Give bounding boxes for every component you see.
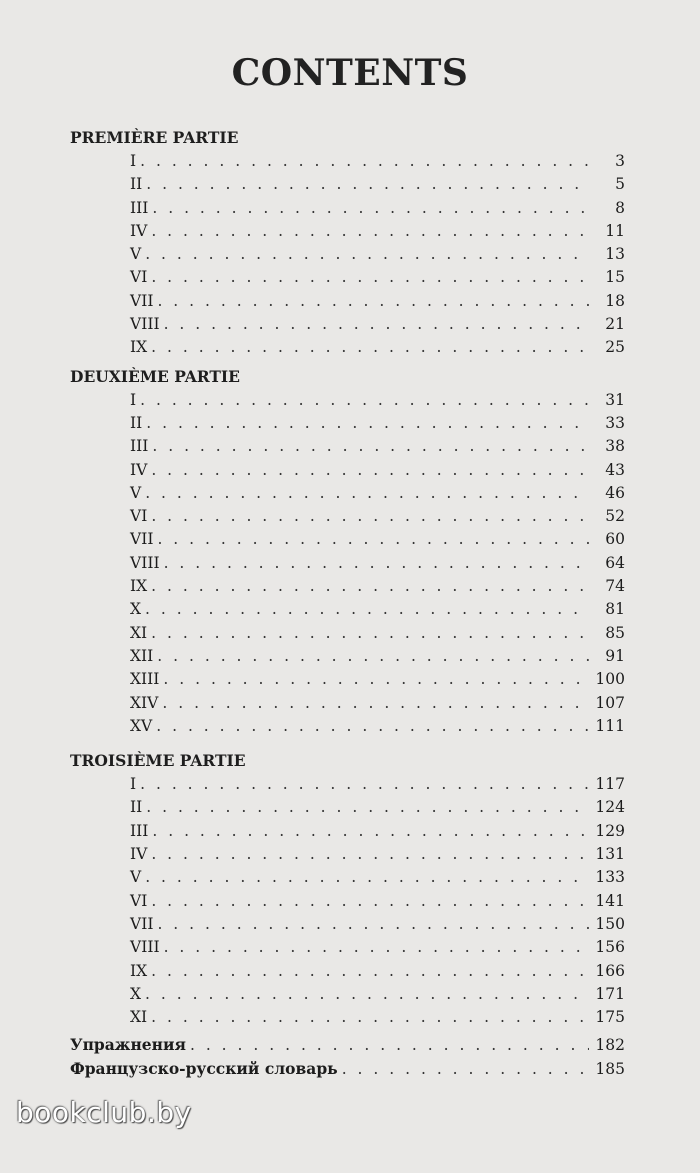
dot-leader — [163, 668, 589, 691]
chapter-label: IX — [130, 577, 148, 596]
toc-entry[interactable] — [70, 313, 625, 336]
chapter-label: XI — [130, 623, 148, 642]
dot-leader — [151, 505, 589, 528]
dot-leader — [164, 936, 589, 959]
toc-entry[interactable] — [70, 960, 625, 983]
page-number: 141 — [595, 891, 625, 910]
toc-entry[interactable] — [70, 1006, 625, 1029]
chapter-label: VIII — [130, 553, 160, 572]
page-number: 15 — [605, 268, 625, 287]
dot-leader — [151, 1006, 589, 1029]
dot-leader — [140, 389, 589, 412]
toc-entry[interactable] — [70, 150, 625, 173]
dot-leader — [157, 645, 589, 668]
dot-leader — [157, 913, 589, 936]
appendix-label: Упражнения — [70, 1035, 186, 1055]
chapter-label: I — [130, 775, 137, 794]
dot-leader — [146, 796, 589, 819]
dot-leader — [140, 150, 589, 173]
toc-entry-dictionary[interactable] — [70, 1057, 625, 1080]
dot-leader — [164, 552, 589, 575]
dot-leader — [152, 820, 589, 843]
toc-entry[interactable] — [70, 796, 625, 819]
page-number: 21 — [605, 315, 625, 334]
page-number: 33 — [605, 413, 625, 432]
toc-entry[interactable] — [70, 482, 625, 505]
page-number: 52 — [605, 507, 625, 526]
toc-entry[interactable] — [70, 622, 625, 645]
toc-entry[interactable] — [70, 773, 625, 796]
dot-leader — [145, 598, 589, 621]
chapter-label: VIII — [130, 938, 160, 957]
dot-leader — [146, 412, 589, 435]
dot-leader — [140, 773, 589, 796]
chapter-label: II — [130, 413, 143, 432]
chapter-label: VII — [130, 530, 154, 549]
chapter-label: XII — [130, 646, 154, 665]
page-number: 8 — [615, 198, 625, 217]
page-number: 107 — [595, 693, 625, 712]
toc-entry[interactable] — [70, 598, 625, 621]
dot-leader — [151, 960, 589, 983]
dot-leader — [156, 715, 589, 738]
toc-entry[interactable] — [70, 715, 625, 738]
part-3 — [70, 748, 625, 1029]
dot-leader — [145, 482, 589, 505]
dot-leader — [190, 1034, 589, 1057]
page-number: 64 — [605, 553, 625, 572]
chapter-label: VI — [130, 268, 148, 287]
dot-leader — [151, 459, 589, 482]
toc-entry[interactable] — [70, 645, 625, 668]
chapter-label: II — [130, 798, 143, 817]
toc-entry[interactable] — [70, 843, 625, 866]
toc-entry[interactable] — [70, 197, 625, 220]
watermark: bookclub.by — [16, 1096, 192, 1129]
toc-entry[interactable] — [70, 820, 625, 843]
chapter-label: XIV — [130, 693, 159, 712]
appendix — [70, 1033, 625, 1080]
dot-leader — [152, 435, 589, 458]
page-number: 85 — [605, 623, 625, 642]
part-heading: TROISIÈME PARTIE — [70, 751, 246, 771]
page-number: 182 — [595, 1036, 625, 1055]
page-number: 129 — [595, 821, 625, 840]
dot-leader — [164, 313, 589, 336]
toc-entry[interactable] — [70, 668, 625, 691]
page-number: 18 — [605, 291, 625, 310]
toc-entry[interactable] — [70, 692, 625, 715]
chapter-label: III — [130, 821, 149, 840]
toc-entry[interactable] — [70, 552, 625, 575]
chapter-label: V — [130, 868, 142, 887]
toc-entry[interactable] — [70, 459, 625, 482]
toc-entry[interactable] — [70, 173, 625, 196]
page-number: 60 — [605, 530, 625, 549]
toc-entry[interactable] — [70, 243, 625, 266]
chapter-label: VII — [130, 914, 154, 933]
dot-leader — [151, 220, 589, 243]
chapter-label: VII — [130, 291, 154, 310]
toc-entry[interactable] — [70, 290, 625, 313]
chapter-label: IX — [130, 338, 148, 357]
table-of-contents — [70, 125, 625, 1080]
page-number: 25 — [605, 338, 625, 357]
toc-entry[interactable] — [70, 266, 625, 289]
dot-leader — [151, 622, 589, 645]
dot-leader — [157, 290, 589, 313]
chapter-label: XIII — [130, 670, 160, 689]
toc-entry[interactable] — [70, 936, 625, 959]
dot-leader — [162, 692, 589, 715]
chapter-label: V — [130, 245, 142, 264]
dot-leader — [151, 890, 589, 913]
page-number: 74 — [605, 577, 625, 596]
dot-leader — [151, 336, 589, 359]
dot-leader — [342, 1058, 589, 1081]
toc-entry[interactable] — [70, 983, 625, 1006]
page-number: 31 — [605, 390, 625, 409]
dot-leader — [145, 243, 589, 266]
page-number: 185 — [595, 1059, 625, 1078]
page-number: 3 — [615, 152, 625, 170]
toc-entry[interactable] — [70, 389, 625, 412]
page-number: 111 — [595, 716, 625, 735]
chapter-label: VI — [130, 507, 148, 526]
page-number: 166 — [595, 961, 625, 980]
dot-leader — [145, 866, 589, 889]
page-number: 133 — [595, 868, 625, 887]
dot-leader — [145, 983, 589, 1006]
chapter-label: VI — [130, 891, 148, 910]
toc-entry[interactable] — [70, 435, 625, 458]
toc-entry[interactable] — [70, 505, 625, 528]
part-2 — [70, 364, 625, 738]
chapter-label: VIII — [130, 315, 160, 334]
chapter-label: I — [130, 390, 137, 409]
page-number: 13 — [605, 245, 625, 264]
chapter-label: I — [130, 152, 137, 170]
dot-leader — [157, 528, 589, 551]
part-1 — [70, 125, 625, 360]
chapter-label: X — [130, 600, 142, 619]
page-number: 156 — [595, 938, 625, 957]
page-number: 43 — [605, 460, 625, 479]
toc-entry[interactable] — [70, 575, 625, 598]
dot-leader — [152, 197, 589, 220]
dot-leader — [151, 266, 589, 289]
page-number: 46 — [605, 483, 625, 502]
toc-entry[interactable] — [70, 890, 625, 913]
page-number: 5 — [615, 175, 625, 194]
page-number: 117 — [595, 775, 625, 794]
toc-entry[interactable] — [70, 336, 625, 359]
part-heading: PREMIÈRE PARTIE — [70, 128, 239, 147]
page-title: CONTENTS — [231, 52, 469, 94]
page-number: 175 — [595, 1008, 625, 1027]
chapter-label: XV — [130, 716, 153, 735]
page-number: 150 — [595, 914, 625, 933]
chapter-label: V — [130, 483, 142, 502]
appendix-label: Французско-русский словарь — [70, 1058, 338, 1078]
toc-entry[interactable] — [70, 220, 625, 243]
page-number: 11 — [605, 221, 625, 240]
page-number: 81 — [605, 600, 625, 619]
chapter-label: IV — [130, 221, 148, 240]
dot-leader — [146, 173, 589, 196]
page-number: 38 — [605, 437, 625, 456]
chapter-label: XI — [130, 1008, 148, 1027]
chapter-label: IX — [130, 961, 148, 980]
page-number: 124 — [595, 798, 625, 817]
chapter-label: IV — [130, 460, 148, 479]
toc-entry-exercises[interactable] — [70, 1033, 625, 1056]
chapter-label: III — [130, 198, 149, 217]
toc-entry[interactable] — [70, 528, 625, 551]
part-heading: DEUXIÈME PARTIE — [70, 366, 240, 386]
chapter-label: X — [130, 984, 142, 1003]
toc-entry[interactable] — [70, 913, 625, 936]
dot-leader — [151, 575, 589, 598]
chapter-label: III — [130, 437, 149, 456]
dot-leader — [151, 843, 589, 866]
chapter-label: II — [130, 175, 143, 194]
chapter-label: IV — [130, 845, 148, 864]
page-number: 100 — [595, 670, 625, 689]
toc-entry[interactable] — [70, 866, 625, 889]
toc-entry[interactable] — [70, 412, 625, 435]
page-number: 131 — [595, 845, 625, 864]
page-number: 171 — [595, 984, 625, 1003]
page-number: 91 — [605, 646, 625, 665]
